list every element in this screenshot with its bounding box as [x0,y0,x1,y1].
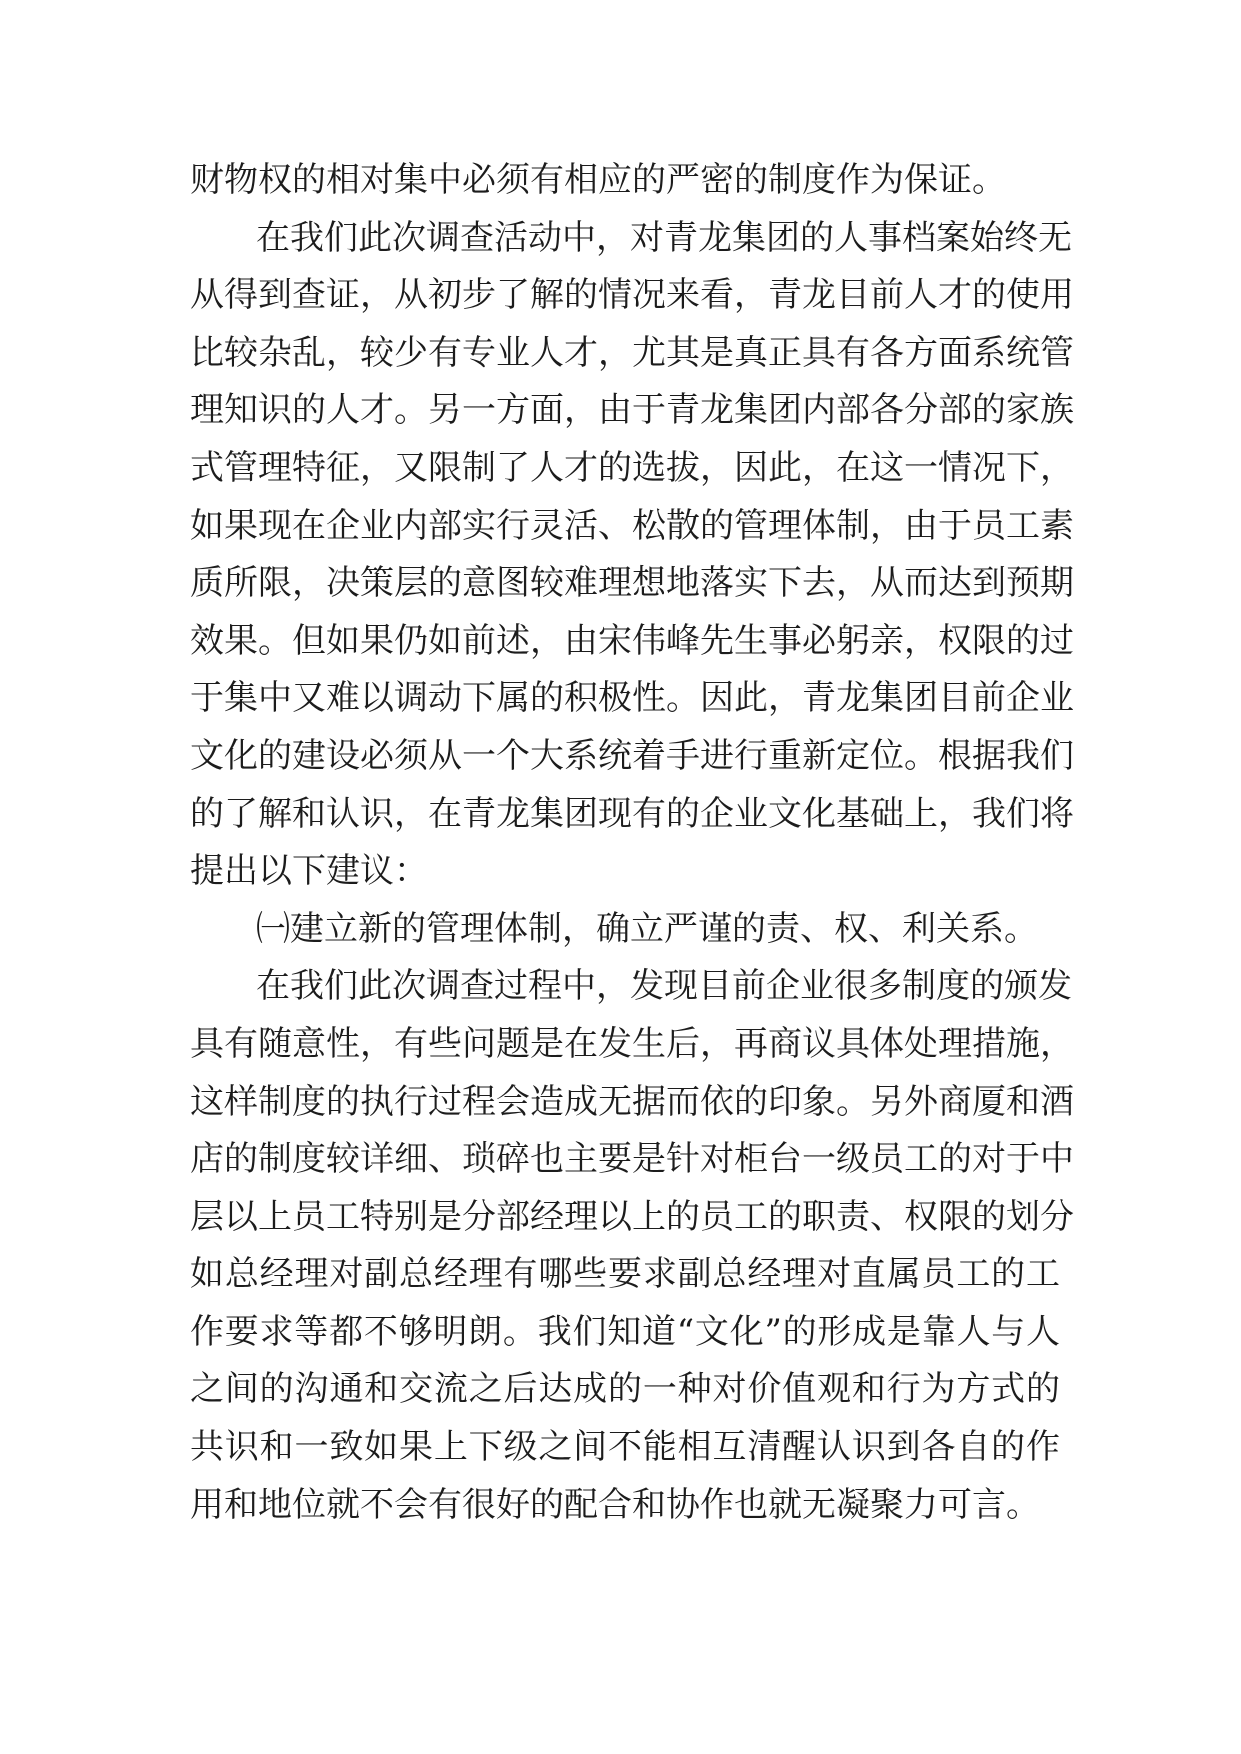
text-line: 用和地位就不会有很好的配合和协作也就无凝聚力可言。 [190,1484,1040,1525]
document-body [190,152,1074,1534]
text-line: 如总经理对副总经理有哪些要求副总经理对直属员工的工 [190,1254,1060,1295]
text-line: 在我们此次调查活动中，对青龙集团的人事档案始终无 [256,217,1072,258]
text-line: 财物权的相对集中必须有相应的严密的制度作为保证。 [190,160,1006,200]
text-line: 从得到查证，从初步了解的情况来看，青龙目前人才的使用 [190,275,1074,316]
text-line: 共识和一致如果上下级之间不能相互清醒认识到各自的作 [190,1427,1060,1468]
text-line: 效果。但如果仍如前述，由宋伟峰先生事必躬亲，权限的过 [190,620,1074,661]
text-line: 在我们此次调查过程中，发现目前企业很多制度的颁发 [256,966,1072,1007]
text-line: 理知识的人才。另一方面，由于青龙集团内部各分部的家族 [190,390,1074,431]
text-line: 层以上员工特别是分部经理以上的员工的职责、权限的划分 [190,1196,1074,1237]
text-line: 文化的建设必须从一个大系统着手进行重新定位。根据我们 [190,735,1074,776]
section-heading: ㈠建立新的管理体制，确立严谨的责、权、利关系。 [256,908,1038,949]
text-line: 的了解和认识，在青龙集团现有的企业文化基础上，我们将 [190,793,1074,834]
text-line: 店的制度较详细、琐碎也主要是针对柜台一级员工的对于中 [190,1139,1074,1180]
text-line: 如果现在企业内部实行灵活、松散的管理体制，由于员工素 [190,505,1074,546]
text-line: 于集中又难以调动下属的积极性。因此，青龙集团目前企业 [190,678,1074,719]
text-line: 比较杂乱，较少有专业人才，尤其是真正具有各方面系统管 [190,332,1074,373]
text-line: 提出以下建议： [190,851,428,892]
text-line: 作要求等都不够明朗。我们知道“文化”的形成是靠人与人 [190,1311,1060,1352]
text-line: 之间的沟通和交流之后达成的一种对价值观和行为方式的 [190,1369,1060,1410]
text-line: 质所限，决策层的意图较难理想地落实下去，从而达到预期 [190,563,1074,604]
text-line: 式管理特征，又限制了人才的选拔，因此，在这一情况下， [190,447,1074,488]
text-line: 这样制度的执行过程会造成无据而依的印象。另外商厦和酒 [190,1081,1074,1122]
text-line: 具有随意性，有些问题是在发生后，再商议具体处理措施， [190,1023,1074,1064]
